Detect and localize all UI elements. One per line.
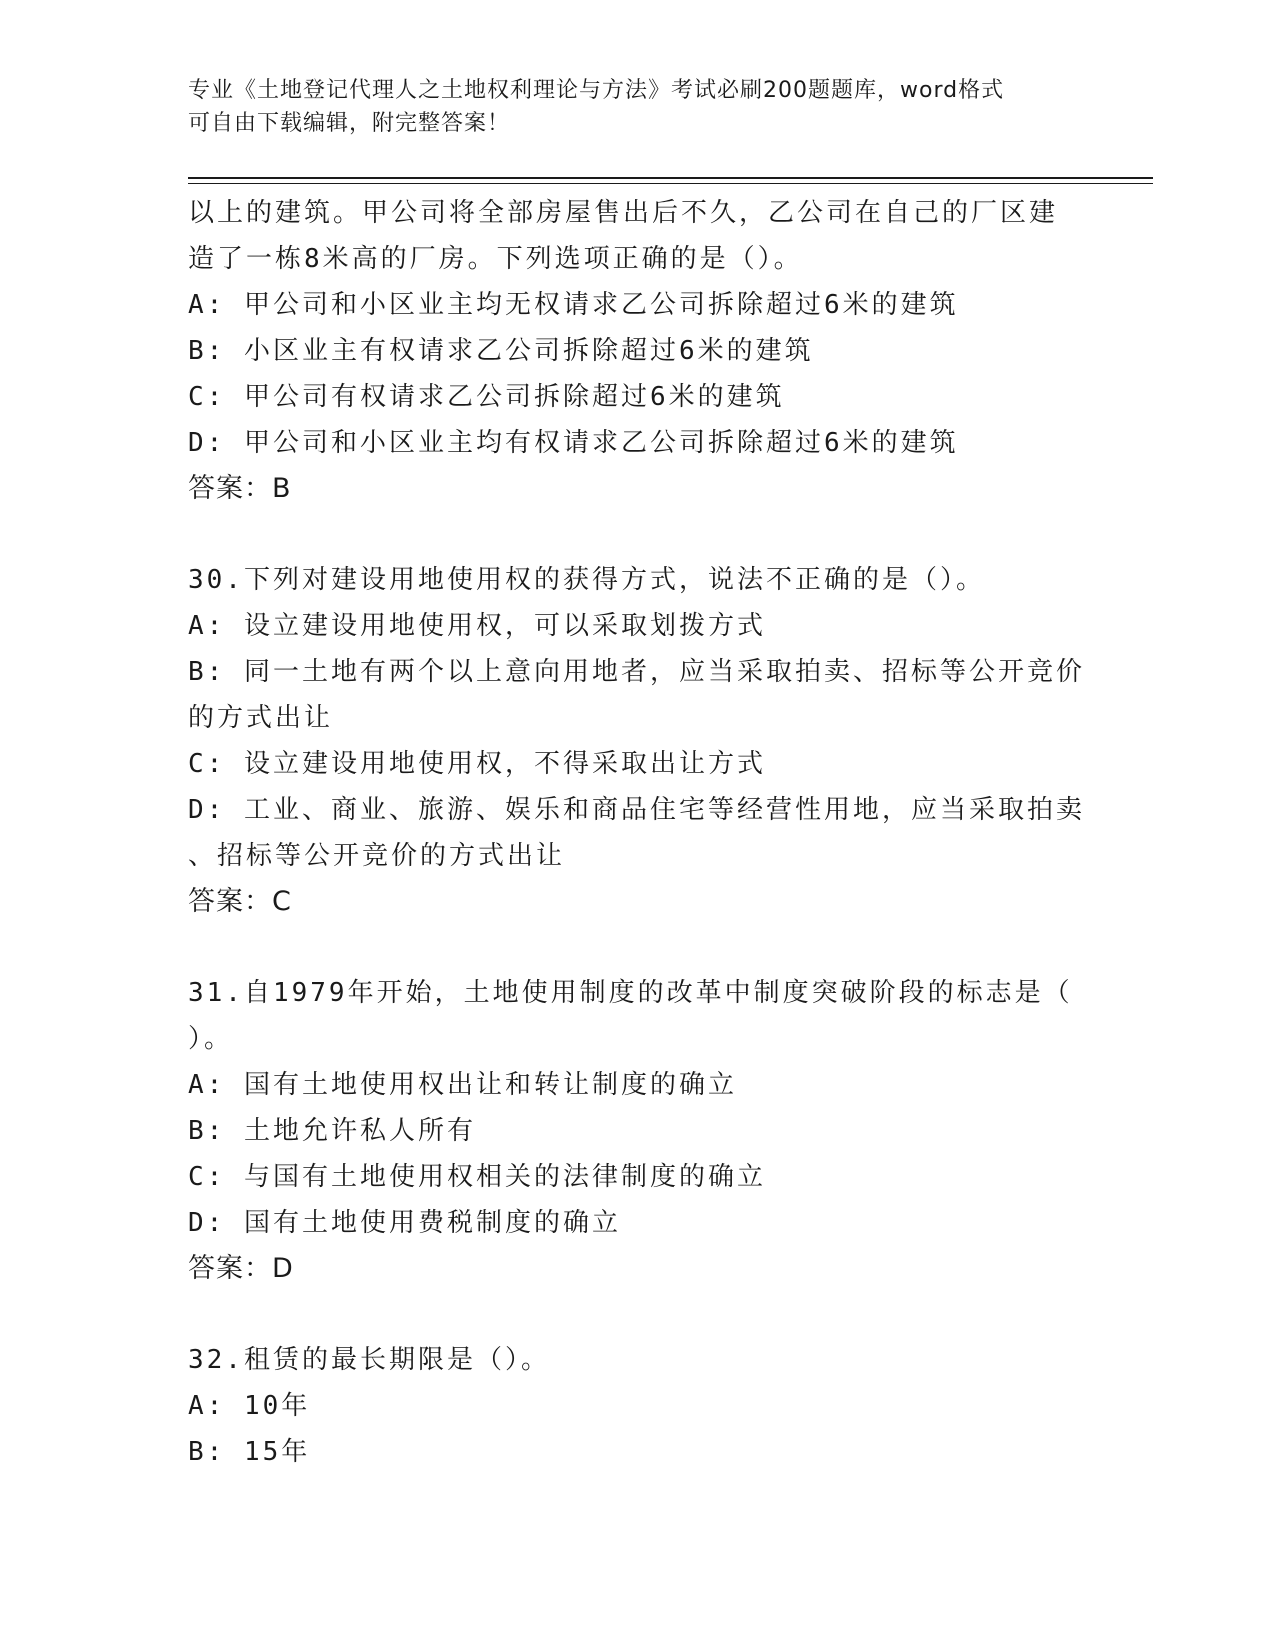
option-b: B: 15年 — [188, 1437, 311, 1467]
question-29-continued — [188, 190, 1088, 512]
question-text-line: 造了一栋8米高的厂房。下列选项正确的是（）。 — [188, 244, 803, 274]
option-c: C: 与国有土地使用权相关的法律制度的确立 — [188, 1162, 766, 1192]
answer-line: 答案：C — [188, 886, 292, 917]
option-a: A: 10年 — [188, 1391, 311, 1421]
question-text-line: 以上的建筑。甲公司将全部房屋售出后不久，乙公司在自己的厂区建 — [188, 198, 1059, 228]
question-31 — [188, 970, 1088, 1292]
option-a: A: 国有土地使用权出让和转让制度的确立 — [188, 1070, 737, 1100]
question-text-line: 32.租赁的最长期限是（）。 — [188, 1345, 550, 1375]
option-b: B: 土地允许私人所有 — [188, 1116, 476, 1146]
option-d: D: 国有土地使用费税制度的确立 — [188, 1208, 621, 1238]
option-c: C: 设立建设用地使用权，不得采取出让方式 — [188, 749, 766, 779]
option-c: C: 甲公司有权请求乙公司拆除超过6米的建筑 — [188, 382, 785, 412]
header-line-2: 可自由下载编辑，附完整答案！ — [188, 111, 511, 136]
option-b: B: 小区业主有权请求乙公司拆除超过6米的建筑 — [188, 336, 814, 366]
question-text-line: 31.自1979年开始，土地使用制度的改革中制度突破阶段的标志是（ — [188, 978, 1073, 1008]
header-rule-thick — [188, 177, 1153, 179]
question-text-line: ）。 — [188, 1024, 234, 1054]
spacer — [188, 1292, 1088, 1337]
answer-line: 答案：B — [188, 473, 292, 504]
option-b: B: 同一土地有两个以上意向用地者，应当采取拍卖、招标等公开竞价 — [188, 657, 1085, 687]
question-32 — [188, 1337, 1088, 1475]
document-header — [188, 74, 1088, 140]
question-30 — [188, 557, 1088, 925]
option-a: A: 甲公司和小区业主均无权请求乙公司拆除超过6米的建筑 — [188, 290, 959, 320]
header-rule-thin — [188, 183, 1153, 184]
spacer — [188, 512, 1088, 557]
option-b-continued: 的方式出让 — [188, 703, 334, 733]
option-a: A: 设立建设用地使用权，可以采取划拨方式 — [188, 611, 766, 641]
question-content — [188, 190, 1088, 1475]
option-d-continued: 、招标等公开竞价的方式出让 — [188, 841, 566, 871]
option-d: D: 工业、商业、旅游、娱乐和商品住宅等经营性用地，应当采取拍卖 — [188, 795, 1085, 825]
header-line-1: 专业《土地登记代理人之土地权利理论与方法》考试必刷200题题库，word格式 — [188, 78, 1005, 103]
question-text-line: 30.下列对建设用地使用权的获得方式，说法不正确的是（）。 — [188, 565, 985, 595]
answer-line: 答案：D — [188, 1253, 294, 1284]
spacer — [188, 925, 1088, 970]
option-d: D: 甲公司和小区业主均有权请求乙公司拆除超过6米的建筑 — [188, 428, 959, 458]
